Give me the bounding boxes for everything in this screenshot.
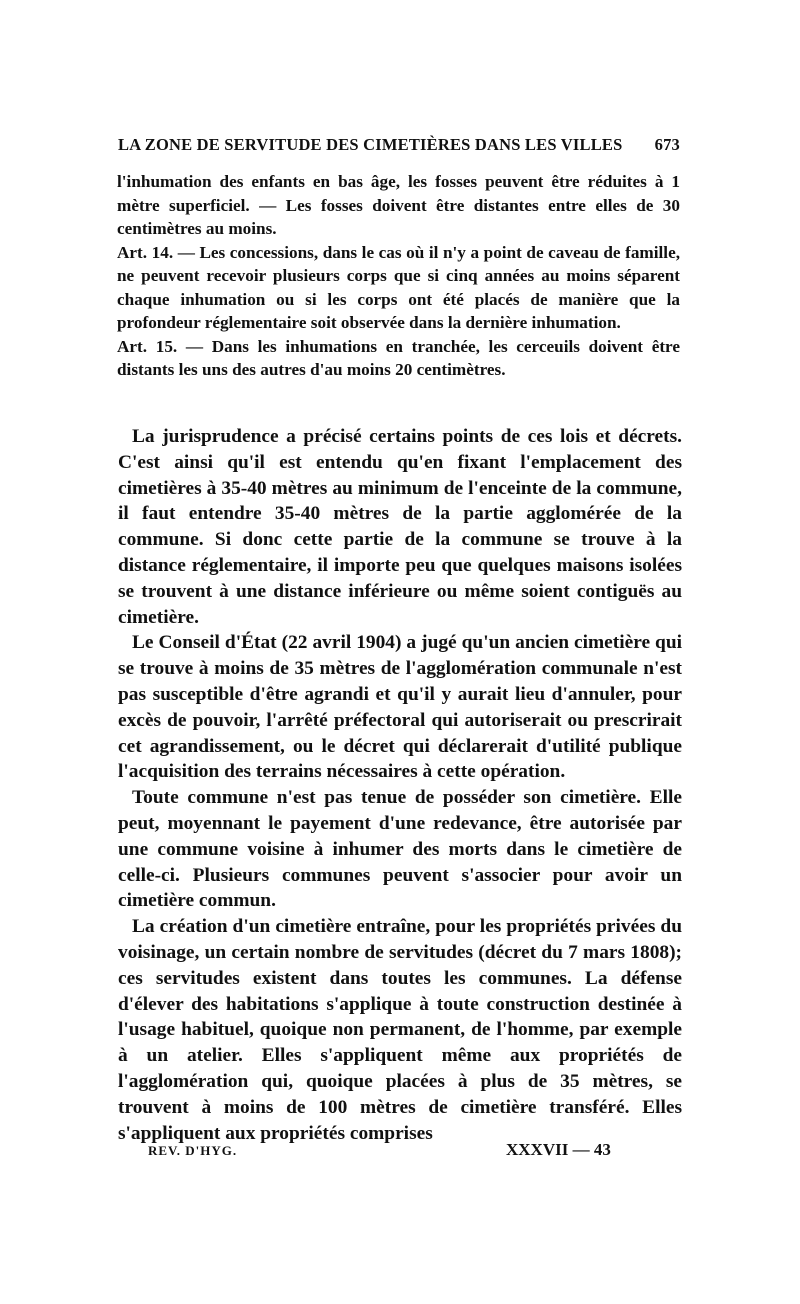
header-title: LA ZONE DE SERVITUDE DES CIMETIÈRES DANS LES VILLES: [118, 135, 623, 154]
article-14: Art. 14. — Les concessions, dans le cas où il n'y a point de caveau de famille, ne peuvent recevoir plusieurs corps que si cinq années au moins séparent chaque inhumation ou si les corps ont été placés de manière que la profondeur réglementaire soit observée dans la dernière inhumation.: [117, 242, 680, 332]
body-text: [118, 424, 682, 1146]
body-paragraph: La jurisprudence a précisé certains points de ces lois et décrets. C'est ainsi qu'il est entendu qu'en fixant l'emplacement des cimetières à 35-40 mètres au minimum de l'enceinte de la commune, il faut entendre 35-40 mètres de la partie agglomérée de la commune. Si donc cette partie de la commune se trouve à la distance réglementaire, il importe peu que quelques maisons isolées se trouvent à une distance inférieure ou même soient contiguës au cimetière.: [118, 426, 682, 628]
quote-paragraph: l'inhumation des enfants en bas âge, les fosses peuvent être réduites à 1 mètre superficiel. — Les fosses doivent être distantes entre elles de 30 centimètres au moins.: [117, 172, 680, 238]
body-paragraph: Toute commune n'est pas tenue de posséder son cimetière. Elle peut, moyennant le payement d'une redevance, être autorisée par une commune voisine à inhumer des morts dans le cimetière de celle-ci. Plusieurs communes peuvent s'associer pour avoir un cimetière commun.: [118, 787, 682, 912]
body-paragraph: Le Conseil d'État (22 avril 1904) a jugé qu'un ancien cimetière qui se trouve à moins de 35 mètres de l'agglomération communale n'est pas susceptible d'être agrandi et qu'il y aurait lieu d'annuler, pour excès de pouvoir, l'arrêté préfectoral qui autoriserait ou prescrirait cet agrandissement, ou le décret qui déclarerait d'utilité publique l'acquisition des terrains nécessaires à cette opération.: [118, 632, 682, 783]
article-15: Art. 15. — Dans les inhumations en tranchée, les cerceuils doivent être distants les uns des autres d'au moins 20 centimètres.: [117, 336, 680, 379]
running-head: [118, 135, 680, 155]
body-paragraph: La création d'un cimetière entraîne, pour les propriétés privées du voisinage, un certain nombre de servitudes (décret du 7 mars 1808); ces servitudes existent dans toutes les communes. La défense d'élever des habitations s'applique à toute construction destinée à l'usage habituel, quoique non permanent, de l'homme, par exemple à un atelier. Elles s'appliquent même aux propriétés de l'agglomération qui, quoique placées à plus de 35 mètres, se trouvent à moins de 100 mètres de cimetière transféré. Elles s'appliquent aux propriétés comprises: [118, 916, 682, 1144]
signature-mark: XXXVII — 43: [506, 1140, 611, 1159]
page-number: 673: [654, 135, 680, 154]
journal-abbrev: REV. D'HYG.: [148, 1143, 238, 1158]
quoted-articles: [117, 170, 680, 382]
